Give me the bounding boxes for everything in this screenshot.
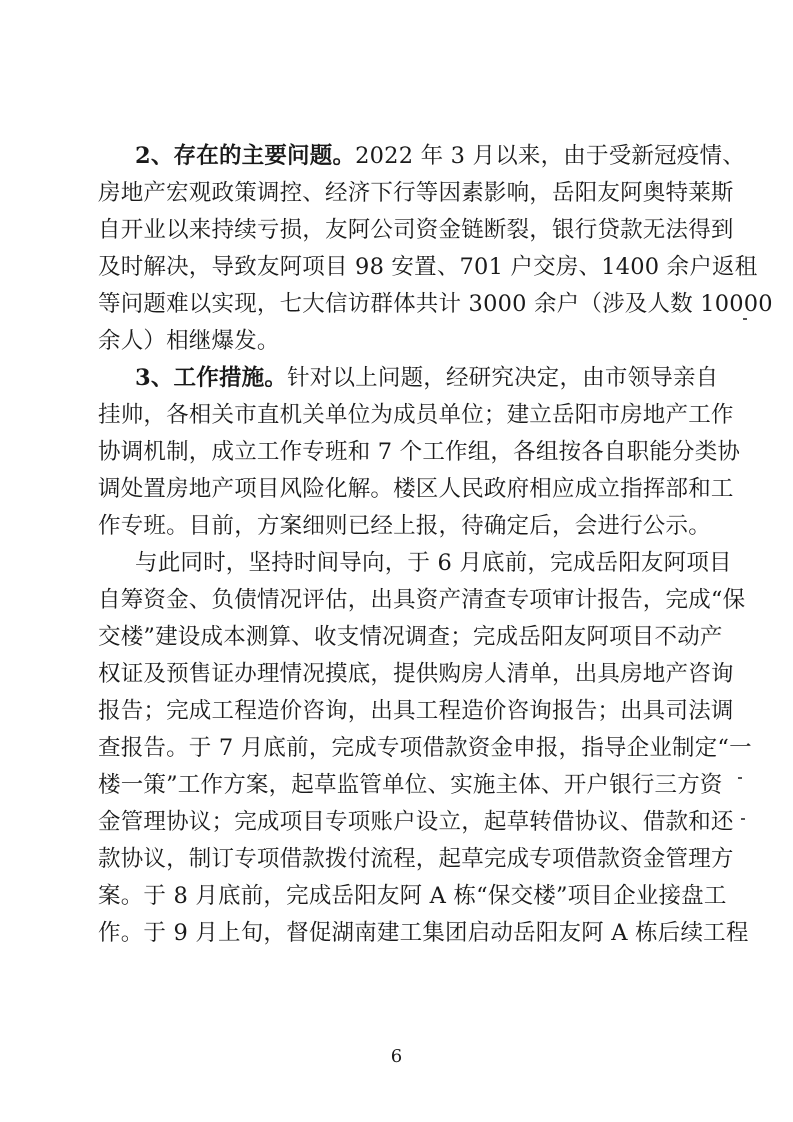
- paragraph-1-line-6: 余人）相继爆发。: [98, 328, 280, 354]
- paragraph-1-line-2: 房地产宏观政策调控、经济下行等因素影响，岳阳友阿奥特莱斯: [98, 180, 734, 206]
- section-heading-measures: 3、工作措施。: [135, 365, 288, 391]
- scan-mark: [738, 777, 742, 779]
- paragraph-1-line-4: 及时解决，导致友阿项目 98 安置、701 户交房、1400 余户返租: [98, 254, 758, 280]
- paragraph-3-line-3: 交楼”建设成本测算、收支情况调查；完成岳阳友阿项目不动产: [98, 624, 723, 650]
- paragraph-3-line-5: 报告；完成工程造价咨询，出具工程造价咨询报告；出具司法调: [98, 698, 734, 724]
- paragraph-3-line-2: 自筹资金、负债情况评估，出具资产清查专项审计报告，完成“保: [98, 587, 746, 613]
- paragraph-3-line-6: 查报告。于 7 月底前，完成专项借款资金申报，指导企业制定“一: [98, 735, 752, 761]
- paragraph-2-line-3: 协调机制，成立工作专班和 7 个工作组，各组按各自职能分类协: [98, 439, 741, 465]
- paragraph-3-line-11: 作。于 9 月上旬，督促湖南建工集团启动岳阳友阿 A 栋后续工程: [98, 920, 749, 946]
- paragraph-2-line-5: 作专班。目前，方案细则已经上报，待确定后，会进行公示。: [98, 513, 711, 539]
- scan-mark: [743, 318, 747, 320]
- page-number: 6: [390, 1046, 403, 1067]
- section-heading-problems: 2、存在的主要问题。: [135, 143, 356, 169]
- scan-mark: [741, 818, 745, 820]
- paragraph-2-line-2: 挂帅，各相关市直机关单位为成员单位；建立岳阳市房地产工作: [98, 402, 734, 428]
- paragraph-3-line-9: 款协议，制订专项借款拨付流程，起草完成专项借款资金管理方: [98, 846, 734, 872]
- paragraph-1-line-1: 2、存在的主要问题。2022 年 3 月以来，由于受新冠疫情、: [135, 143, 745, 169]
- paragraph-3-line-4: 权证及预售证办理情况摸底，提供购房人清单，出具房地产咨询: [98, 661, 734, 687]
- paragraph-2-line-4: 调处置房地产项目风险化解。楼区人民政府相应成立指挥部和工: [98, 476, 734, 502]
- paragraph-3-line-10: 案。于 8 月底前，完成岳阳友阿 A 栋“保交楼”项目企业接盘工: [98, 883, 727, 909]
- paragraph-1-line-3: 自开业以来持续亏损，友阿公司资金链断裂，银行贷款无法得到: [98, 217, 734, 243]
- paragraph-3-line-1: 与此同时，坚持时间导向，于 6 月底前，完成岳阳友阿项目: [135, 550, 732, 576]
- paragraph-2-line-1: 3、工作措施。针对以上问题，经研究决定，由市领导亲自: [135, 365, 719, 391]
- paragraph-3-line-7: 楼一策”工作方案，起草监管单位、实施主体、开户银行三方资: [98, 772, 723, 798]
- paragraph-3-line-8: 金管理协议；完成项目专项账户设立，起草转借协议、借款和还: [98, 809, 734, 835]
- paragraph-1-line-5: 等问题难以实现，七大信访群体共计 3000 余户（涉及人数 10000: [98, 291, 773, 317]
